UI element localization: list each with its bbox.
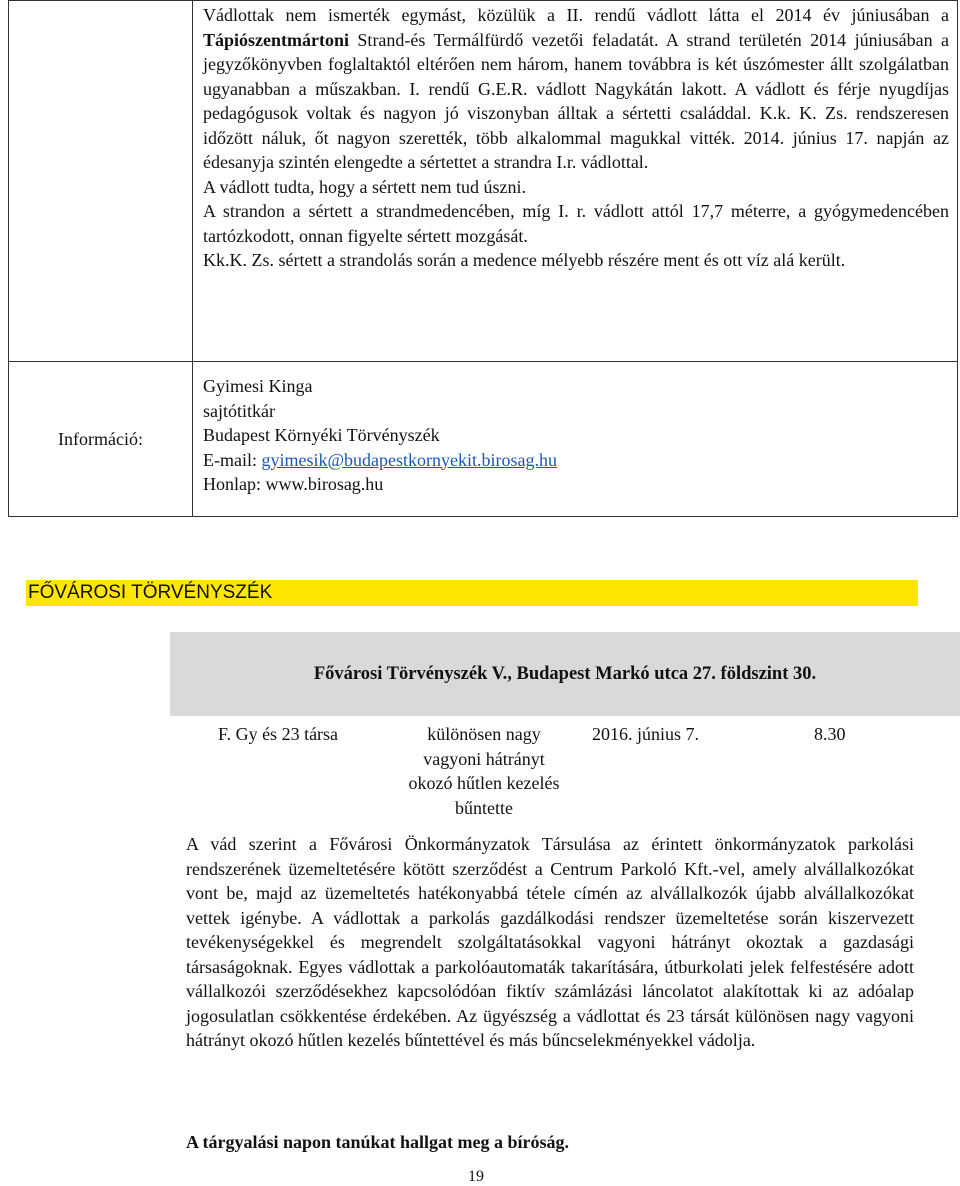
case-text-cell xyxy=(193,1,958,362)
case-narrative xyxy=(203,3,949,175)
narrative-swim: A vádlott tudta, hogy a sértett nem tud úszni. xyxy=(203,176,526,197)
narrative-place: Tápiószentmártoni xyxy=(203,29,349,50)
court-address: Fővárosi Törvényszék V., Budapest Markó utca 27. földszint 30. xyxy=(313,664,817,684)
page-number: 19 xyxy=(468,1168,484,1185)
info-name: Gyimesi Kinga xyxy=(203,376,313,396)
info-cell xyxy=(193,362,958,517)
case-description: A vád szerint a Fővárosi Önkormányzatok Társulása az érintett önkormányzatok parkolási rendszerének üzemeltetésére kötött szerződést a Centrum Parkoló Kft.-vel, amely alvállalkozókat vont be, majd az üzemeltetés hatékonyabbá tétele címén az alvállalkozók újabb alvállalkozókat vettek igénybe. A vádlottak a parkolás gazdálkodási rendszer üzemeltetése során kiszervezett tevékenységekkel és megrendelt szolgáltatásokkal vagyoni hátrányt okoztak a gazdasági társaságoknak. Egyes vádlottak a parkolóautomaták takarítására, útburkolati jelek felfestésére adott vállalkozói szerződésekhez kapcsolódóan fiktív számlázási láncolatot alakítottak ki az adóalap jogosulatlan csökkentése érdekében. Az ügyészség a vádlottat és 23 társát különösen nagy vagyoni hátrányt okozó hűtlen kezelés bűntettével és más bűncselekményekkel vádolja. xyxy=(186,834,914,1050)
case-time: 8.30 xyxy=(814,724,846,744)
narrative-pool: A strandon a sértett a strandmedencében, míg I. r. vádlott attól 17,7 méterre, a gyógymedencében tartózkodott, onnan figyelte sértett mozgását. xyxy=(203,201,949,246)
info-email-line xyxy=(203,448,949,473)
hearing-note: A tárgyalási napon tanúkat hallgat meg a bíróság. xyxy=(186,1132,570,1152)
email-link[interactable]: gyimesik@budapestkornyekit.birosag.hu xyxy=(261,449,558,470)
narrative-part2: Strand-és Termálfürdő vezetői feladatát. A strand területén 2014 júniusában a jegyzőkönyvben foglaltaktól eltérően nem három, hanem továbbra is két úszómester állt szolgálatban ugyanabban a műszakban. I. rendű G.E.R. vádlott Nagykátán lakott. A vádlott és férje nyugdíjas pedagógusok voltak és nagyon jó viszonyban álltak a sértetti családdal. K.k. K. Zs. rendszeresen időzött náluk, őt nagyon szerették, több alkalommal magukkal vitték. 2014. június 17. napján az édesanyja szintén elengedte a sértettet a strandra I.r. vádlottal. xyxy=(203,29,949,172)
narrative-deep: Kk.K. Zs. sértett a strandolás során a medence mélyebb részére ment és ott víz alá került. xyxy=(203,250,846,270)
info-row xyxy=(9,362,958,517)
info-website: Honlap: www.birosag.hu xyxy=(203,474,384,494)
info-court: Budapest Környéki Törvényszék xyxy=(203,425,440,445)
case-table xyxy=(8,0,958,517)
email-label: E-mail: xyxy=(203,449,262,470)
court-address-box xyxy=(170,632,960,716)
case-defendant: F. Gy és 23 társa xyxy=(218,724,339,744)
case-row-previous xyxy=(9,1,958,362)
empty-label-cell xyxy=(9,1,193,362)
info-label: Információ: xyxy=(9,362,193,517)
case-charge: különösen nagy vagyoni hátrányt okozó hűtlen kezelés bűntette xyxy=(408,724,560,818)
court-section-title: FŐVÁROSI TÖRVÉNYSZÉK xyxy=(26,580,918,606)
info-role: sajtótitkár xyxy=(203,400,275,421)
case-date: 2016. június 7. xyxy=(592,724,700,744)
narrative-part1: Vádlottak nem ismerték egymást, közülük a II. rendű vádlott látta el 2014 év júniusában a xyxy=(203,5,949,25)
